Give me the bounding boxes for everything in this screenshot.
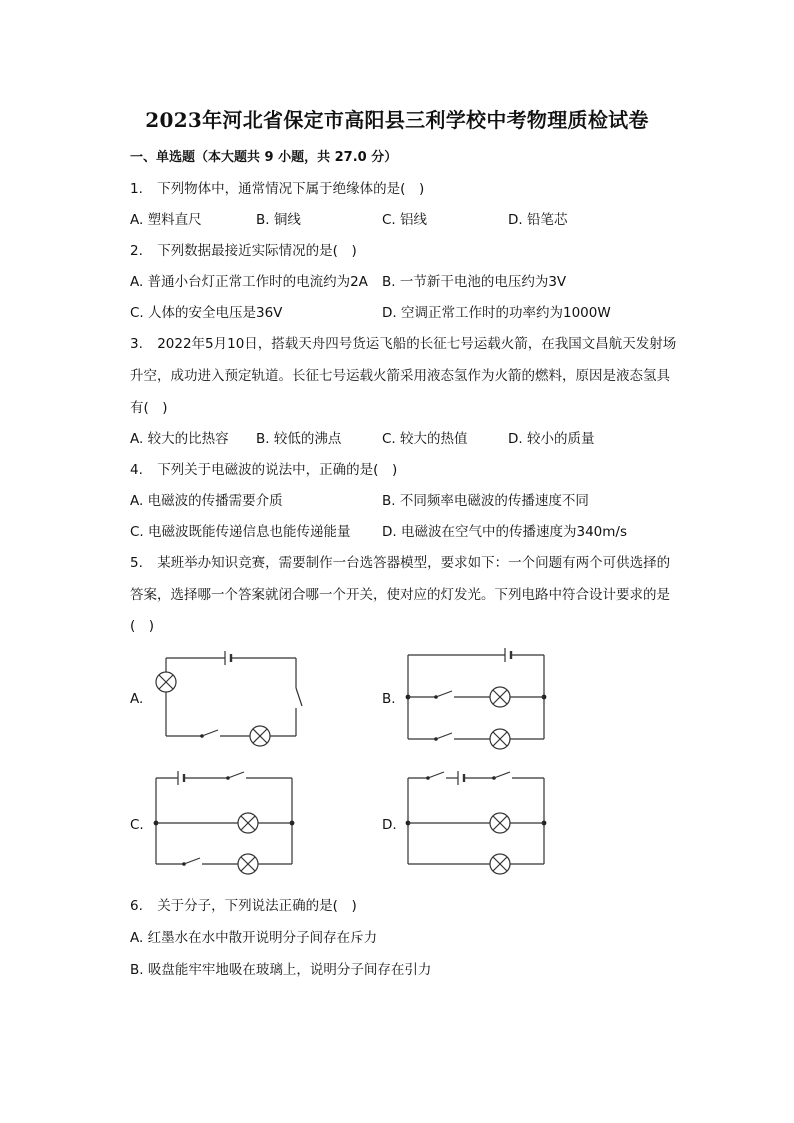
option-c: C. 人体的安全电压是36V [130, 305, 283, 321]
question-number: 1. [130, 181, 143, 197]
option-a: A. 电磁波的传播需要介质 [130, 493, 283, 509]
switch-icon [436, 691, 452, 697]
question-1 [130, 177, 424, 197]
switch-icon [228, 772, 244, 778]
question-4 [130, 458, 397, 478]
question-5 [130, 551, 670, 571]
circuit-diagram-b [400, 645, 560, 753]
option-b: B. 铜线 [256, 212, 301, 228]
question-stem-line-2: 答案，选择哪一个答案就闭合哪一个开关，使对应的灯发光。下列电路中符合设计要求的是 [130, 587, 670, 603]
option-c: C. 电磁波既能传递信息也能传递能量 [130, 524, 351, 540]
question-stem: 下列关于电磁波的说法中，正确的是( ) [157, 462, 398, 478]
question-stem-line-1: 某班举办知识竞赛，需要制作一台选答器模型，要求如下：一个问题有两个可供选择的 [157, 555, 671, 571]
circuit-label-c: C. [130, 817, 144, 833]
option-d: D. 电磁波在空气中的传播速度为340m/s [382, 524, 627, 540]
option-b: B. 吸盘能牢牢地吸在玻璃上，说明分子间存在引力 [130, 962, 432, 978]
option-a: A. 红墨水在水中散开说明分子间存在斥力 [130, 930, 378, 946]
question-2 [130, 239, 357, 259]
option-a: A. 塑料直尺 [130, 212, 202, 228]
switch-icon [202, 730, 218, 736]
option-a: A. 普通小台灯正常工作时的电流约为2A [130, 274, 368, 290]
section-heading: 一、单选题（本大题共 9 小题，共 27.0 分） [130, 150, 398, 165]
option-d: D. 空调正常工作时的功率约为1000W [382, 305, 611, 321]
exam-title: 2023年河北省保定市高阳县三利学校中考物理质检试卷 [145, 108, 649, 132]
circuit-diagram-a [150, 648, 310, 748]
switch-icon [436, 733, 452, 739]
question-stem: 下列数据最接近实际情况的是( ) [157, 243, 357, 259]
circuit-label-d: D. [382, 817, 397, 833]
question-stem-line-1: 2022年5月10日，搭载天舟四号货运飞船的长征七号运载火箭，在我国文昌航天发射场 [157, 336, 677, 352]
option-a: A. 较大的比热容 [130, 431, 229, 447]
circuit-label-b: B. [382, 691, 396, 707]
question-number: 4. [130, 462, 143, 478]
question-stem-line-3: 有( ) [130, 400, 168, 416]
option-d: D. 较小的质量 [508, 431, 595, 447]
question-number: 2. [130, 243, 143, 259]
question-6 [130, 894, 357, 914]
option-b: B. 一节新干电池的电压约为3V [382, 274, 567, 290]
question-number: 3. [130, 336, 143, 352]
question-3 [130, 332, 676, 352]
question-number: 5. [130, 555, 143, 571]
circuit-diagram-d [400, 766, 560, 878]
option-c: C. 较大的热值 [382, 431, 468, 447]
question-stem-line-2: 升空，成功进入预定轨道。长征七号运载火箭采用液态氢作为火箭的燃料，原因是液态氢具 [130, 368, 670, 384]
question-stem: 下列物体中，通常情况下属于绝缘体的是( ) [157, 181, 425, 197]
question-number: 6. [130, 898, 143, 914]
question-stem-line-3: ( ) [130, 618, 155, 634]
option-b: B. 较低的沸点 [256, 431, 342, 447]
circuit-label-a: A. [130, 691, 144, 707]
option-c: C. 铝线 [382, 212, 428, 228]
circuit-diagram-c [148, 766, 308, 878]
switch-icon [494, 772, 510, 778]
question-stem: 关于分子，下列说法正确的是( ) [157, 898, 357, 914]
switch-icon [184, 858, 200, 864]
option-b: B. 不同频率电磁波的传播速度不同 [382, 493, 589, 509]
switch-icon [296, 688, 302, 706]
option-d: D. 铅笔芯 [508, 212, 568, 228]
switch-icon [428, 772, 444, 778]
